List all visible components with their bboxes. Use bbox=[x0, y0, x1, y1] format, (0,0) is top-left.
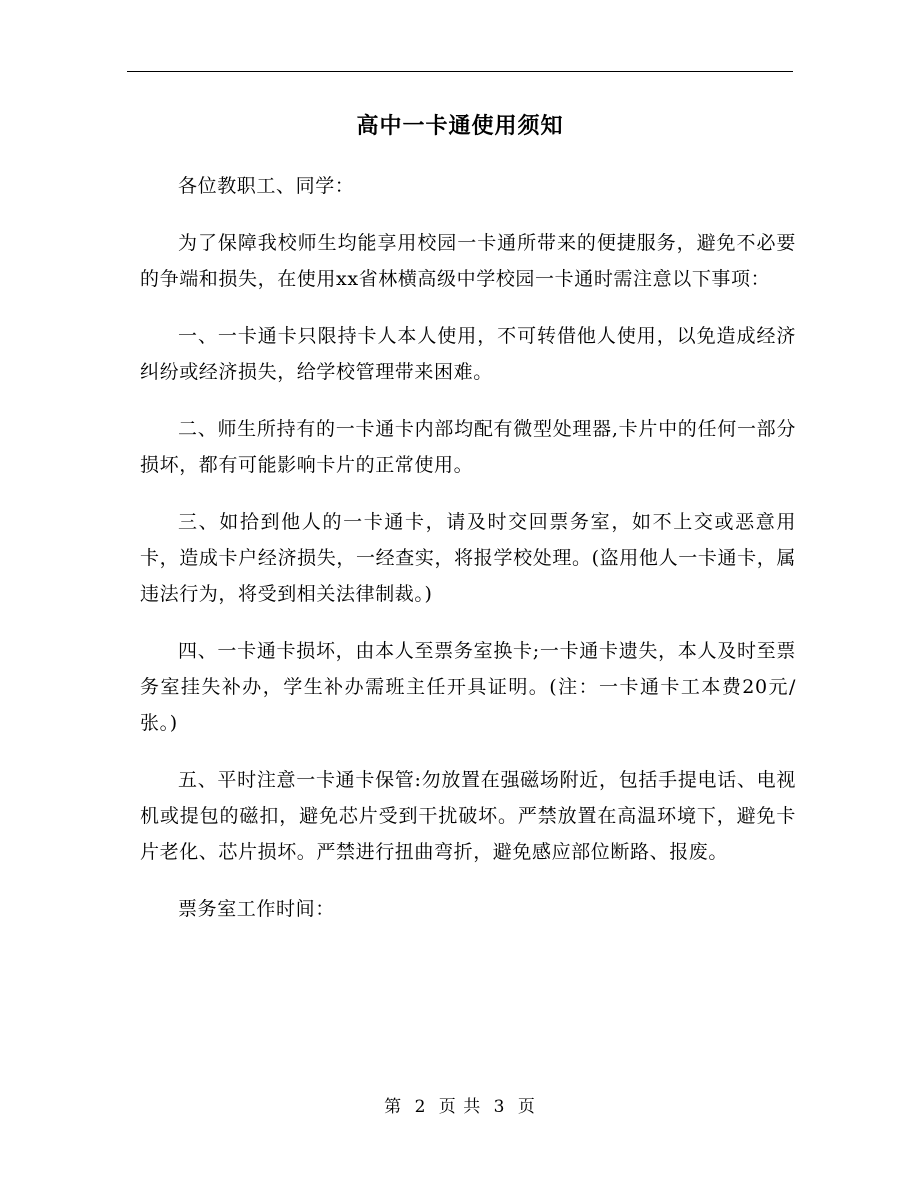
greeting-paragraph: 各位教职工、同学： bbox=[178, 175, 355, 197]
footer-total-pages: 3 bbox=[493, 1097, 506, 1117]
intro-paragraph: 为了保障我校师生均能享用校园一卡通所带来的便捷服务，避免不必要的争端和损失，在使用xx省林横高级中学校园一卡通时需注意以下事项： bbox=[140, 232, 796, 290]
page-footer bbox=[0, 1095, 920, 1119]
rule-paragraph-5: 五、平时注意一卡通卡保管:勿放置在强磁场附近，包括手提电话、电视机或提包的磁扣，避免芯片受到干扰破坏。严禁放置在高温环境下，避免卡片老化、芯片损坏。严禁进行扭曲弯折，避免感应部位断路、报废。 bbox=[140, 769, 796, 863]
document-title: 高中一卡通使用须知 bbox=[356, 113, 564, 139]
footer-suffix: 页 bbox=[517, 1097, 536, 1117]
rule-paragraph-2: 二、师生所持有的一卡通卡内部均配有微型处理器,卡片中的任何一部分损坏，都有可能影响卡片的正常使用。 bbox=[140, 418, 796, 476]
rule-paragraph-4: 四、一卡通卡损坏，由本人至票务室换卡;一卡通卡遗失，本人及时至票务室挂失补办，学生补办需班主任开具证明。(注：一卡通卡工本费20元/张。) bbox=[140, 640, 796, 734]
footer-mid: 页 共 bbox=[438, 1097, 482, 1117]
footer-current-page: 2 bbox=[414, 1097, 427, 1117]
rule-paragraph-3: 三、如拾到他人的一卡通卡，请及时交回票务室，如不上交或恶意用卡，造成卡户经济损失，一经查实，将报学校处理。(盗用他人一卡通卡，属违法行为，将受到相关法律制裁。) bbox=[140, 511, 796, 605]
header-rule bbox=[127, 71, 793, 72]
office-hours-paragraph: 票务室工作时间： bbox=[178, 898, 335, 920]
footer-prefix: 第 bbox=[384, 1097, 403, 1117]
document-body bbox=[140, 168, 796, 948]
rule-paragraph-1: 一、一卡通卡只限持卡人本人使用，不可转借他人使用，以免造成经济纠纷或经济损失，给学校管理带来困难。 bbox=[140, 325, 796, 383]
